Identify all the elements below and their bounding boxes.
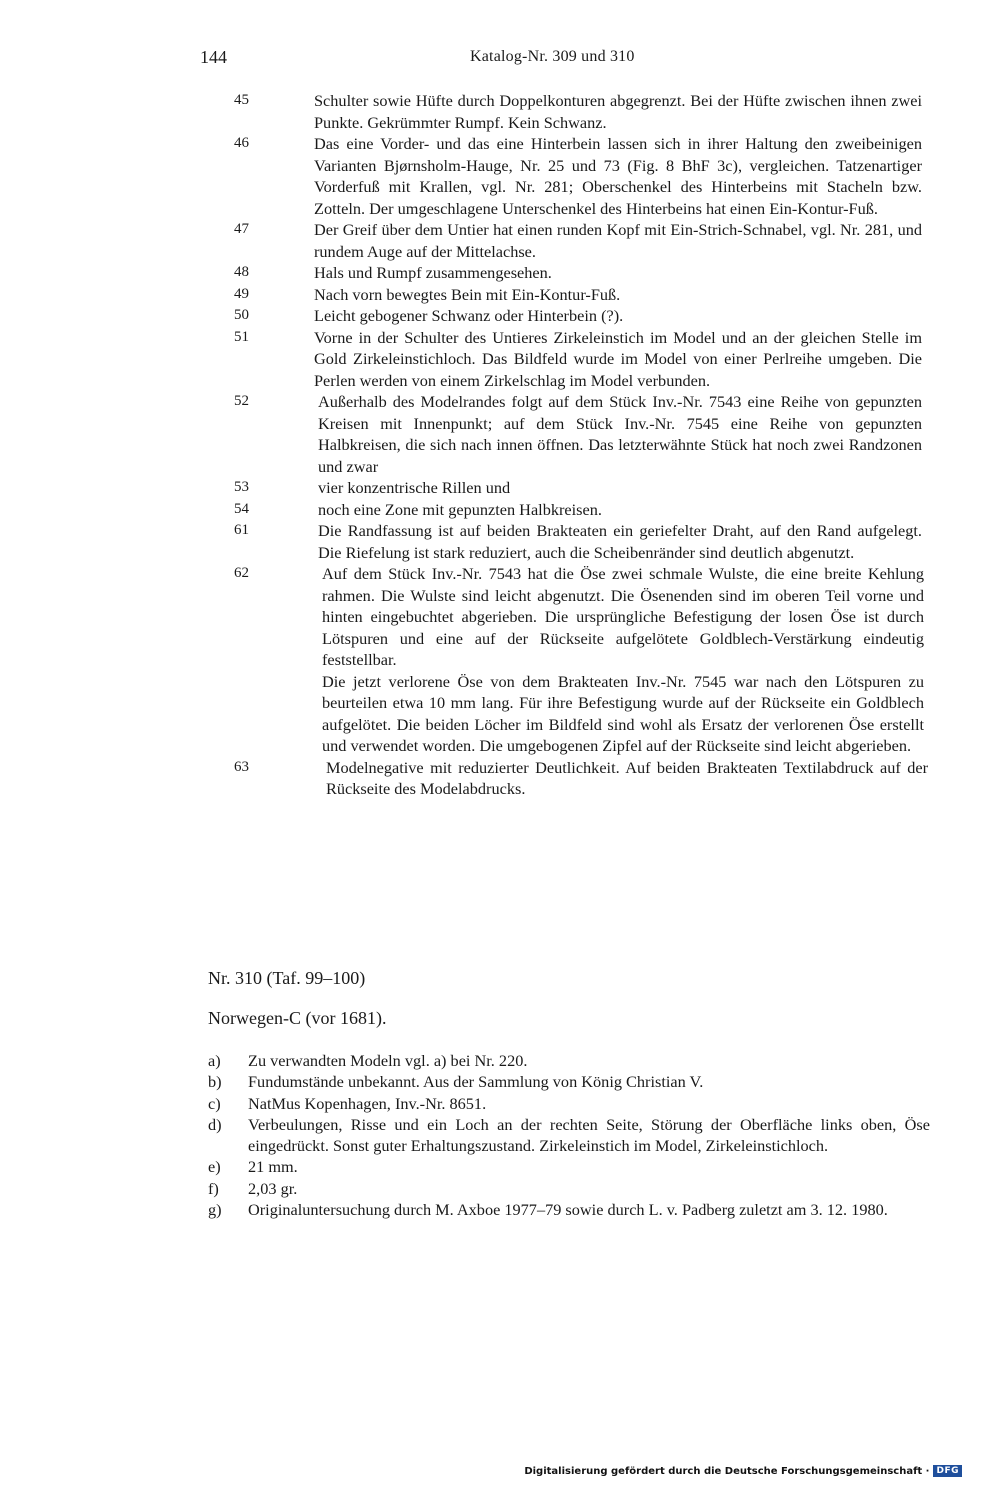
note-number: 52 xyxy=(234,393,249,409)
note-text: Die jetzt verlorene Öse von dem Brakteaten Inv.-Nr. 7545 war nach den Lötspuren zu beurteilen etwa 10 mm lang. Für ihre Befestigung wurde auf der Rückseite ein Goldblech aufgelötet. Die beiden Löcher im Bildfeld sind wohl als Ersatz der verlorenen Öse erstellt und verwendet worden. Die umgebogenen Zipfel auf der Rückseite sind leicht abgerieben. xyxy=(322,671,924,755)
entry-row xyxy=(208,1178,930,1199)
note-item xyxy=(0,391,1000,477)
entry-key: g) xyxy=(208,1200,222,1220)
note-item xyxy=(0,477,1000,499)
note-text: Schulter sowie Hüfte durch Doppelkonturen abgegrenzt. Bei der Hüfte zwischen ihnen zwei Punkte. Gekrümmter Rumpf. Kein Schwanz. xyxy=(314,91,922,132)
entry-text: NatMus Kopenhagen, Inv.-Nr. 8651. xyxy=(248,1093,487,1113)
running-header: Katalog-Nr. 309 und 310 xyxy=(470,48,635,65)
note-text: Die Randfassung ist auf beiden Brakteaten ein geriefelter Draht, auf den Rand aufgelegt. Die Riefelung ist stark reduziert, auch die Scheibenränder sind deutlich abgenutzt. xyxy=(318,521,922,562)
notes-list xyxy=(0,90,1000,800)
note-number: 45 xyxy=(234,92,249,108)
entry-row xyxy=(208,1093,930,1114)
note-text: Der Greif über dem Untier hat einen runden Kopf mit Ein-Strich-Schnabel, vgl. Nr. 281, und rundem Auge auf der Mittelachse. xyxy=(314,220,922,261)
note-item xyxy=(0,563,1000,757)
entry-text: Zu verwandten Modeln vgl. a) bei Nr. 220. xyxy=(248,1051,528,1070)
note-text: Das eine Vorder- und das eine Hinterbein lassen sich in ihrer Haltung den zweibeinigen Varianten Bjørnsholm-Hauge, Nr. 25 und 73 (Fig. 8 BhF 3c), vergleichen. Tatzenartiger Vorderfuß mit Krallen, vgl. Nr. 281; Oberschenkel des Hinterbeins mit Stacheln bzw. Zotteln. Der umgeschlagene Unterschenkel des Hinterbeins hat einen Ein-Kontur-Fuß. xyxy=(314,134,922,218)
note-number: 48 xyxy=(234,264,249,280)
note-number: 46 xyxy=(234,135,249,151)
entry-row xyxy=(208,1050,930,1071)
entry-text: 2,03 gr. xyxy=(248,1178,298,1198)
entry-row xyxy=(208,1114,930,1157)
note-number: 51 xyxy=(234,328,249,345)
note-item xyxy=(0,520,1000,563)
note-text: Hals und Rumpf zusammengesehen. xyxy=(314,263,552,282)
entry-key: b) xyxy=(208,1072,222,1092)
note-item xyxy=(0,90,1000,133)
note-item xyxy=(0,284,1000,306)
entry-text: 21 mm. xyxy=(248,1157,298,1177)
note-item xyxy=(0,499,1000,521)
note-number: 61 xyxy=(234,522,249,538)
entry-subheading: Norwegen-C (vor 1681). xyxy=(208,1008,387,1028)
note-item xyxy=(0,219,1000,262)
note-number: 63 xyxy=(234,758,249,775)
note-number: 49 xyxy=(234,285,249,302)
entry-row xyxy=(208,1199,930,1220)
note-item xyxy=(0,327,1000,392)
note-item xyxy=(0,133,1000,219)
note-number: 47 xyxy=(234,221,249,237)
page-number: 144 xyxy=(200,47,227,67)
entry-key: d) xyxy=(208,1114,222,1134)
note-number: 54 xyxy=(234,500,249,517)
footer-credit xyxy=(524,1465,962,1477)
note-text: Nach vorn bewegtes Bein mit Ein-Kontur-Fuß. xyxy=(314,284,621,304)
note-text: Vorne in der Schulter des Untieres Zirkeleinstich im Model und an der gleichen Stelle im Gold Zirkeleinstichloch. Das Bildfeld wurde im Model von einer Perlreihe umgeben. Die Perlen werden von einem Zirkelschlag im Model verbunden. xyxy=(314,327,922,390)
note-text: Modelnegative mit reduzierter Deutlichkeit. Auf beiden Brakteaten Textilabdruck auf der Rückseite des Modelabdrucks. xyxy=(326,757,928,798)
entry-key: f) xyxy=(208,1178,219,1198)
catalog-entry-310 xyxy=(208,968,930,1220)
note-number: 62 xyxy=(234,565,249,581)
note-text: Auf dem Stück Inv.-Nr. 7543 hat die Öse zwei schmale Wulste, die eine breite Kehlung rahmen. Die Wulste sind leicht abgenutzt. Die Ösenenden sind im oberen Teil vorne und hinten eingebuchtet abgerieben. Die ursprüngliche Befestigung der losen Öse ist durch Lötspuren und eine auf der Rückseite aufgelötete Goldblech-Verstärkung eindeutig feststellbar. xyxy=(322,564,924,669)
entry-text: Originaluntersuchung durch M. Axboe 1977–79 sowie durch L. v. Padberg zuletzt am 3. 12. 1980. xyxy=(248,1200,888,1220)
note-number: 53 xyxy=(234,479,249,495)
note-item xyxy=(0,262,1000,284)
note-text: Leicht gebogener Schwanz oder Hinterbein (?). xyxy=(314,306,624,325)
note-text: Außerhalb des Modelrandes folgt auf dem Stück Inv.-Nr. 7543 eine Reihe von gepunzten Kreisen mit Innenpunkt; auf dem Stück Inv.-Nr. 7545 eine Reihe von gepunzten Halbkreisen, die sich nach innen öffnen. Das letzterwähnte Stück hat noch zwei Randzonen und zwar xyxy=(318,392,922,476)
note-item xyxy=(0,757,1000,800)
entry-text: Verbeulungen, Risse und ein Loch an der rechten Seite, Störung der Oberfläche links oben, Öse eingedrückt. Sonst guter Erhaltungszustand. Zirkeleinstich im Model, Zirkeleinstichloch. xyxy=(248,1114,930,1156)
entry-row xyxy=(208,1156,930,1177)
entry-key: c) xyxy=(208,1093,221,1113)
entry-key: a) xyxy=(208,1051,221,1070)
note-number: 50 xyxy=(234,307,249,323)
entry-details xyxy=(208,1050,930,1220)
entry-heading: Nr. 310 (Taf. 99–100) xyxy=(208,968,366,988)
note-text: noch eine Zone mit gepunzten Halbkreisen. xyxy=(318,499,602,519)
footer-text: Digitalisierung gefördert durch die Deutsche Forschungsgemeinschaft · xyxy=(524,1465,930,1477)
entry-text: Fundumstände unbekannt. Aus der Sammlung von König Christian V. xyxy=(248,1072,704,1092)
entry-key: e) xyxy=(208,1157,221,1177)
note-item xyxy=(0,305,1000,327)
note-text: vier konzentrische Rillen und xyxy=(318,478,511,497)
entry-row xyxy=(208,1071,930,1092)
dfg-logo: DFG xyxy=(933,1465,962,1477)
